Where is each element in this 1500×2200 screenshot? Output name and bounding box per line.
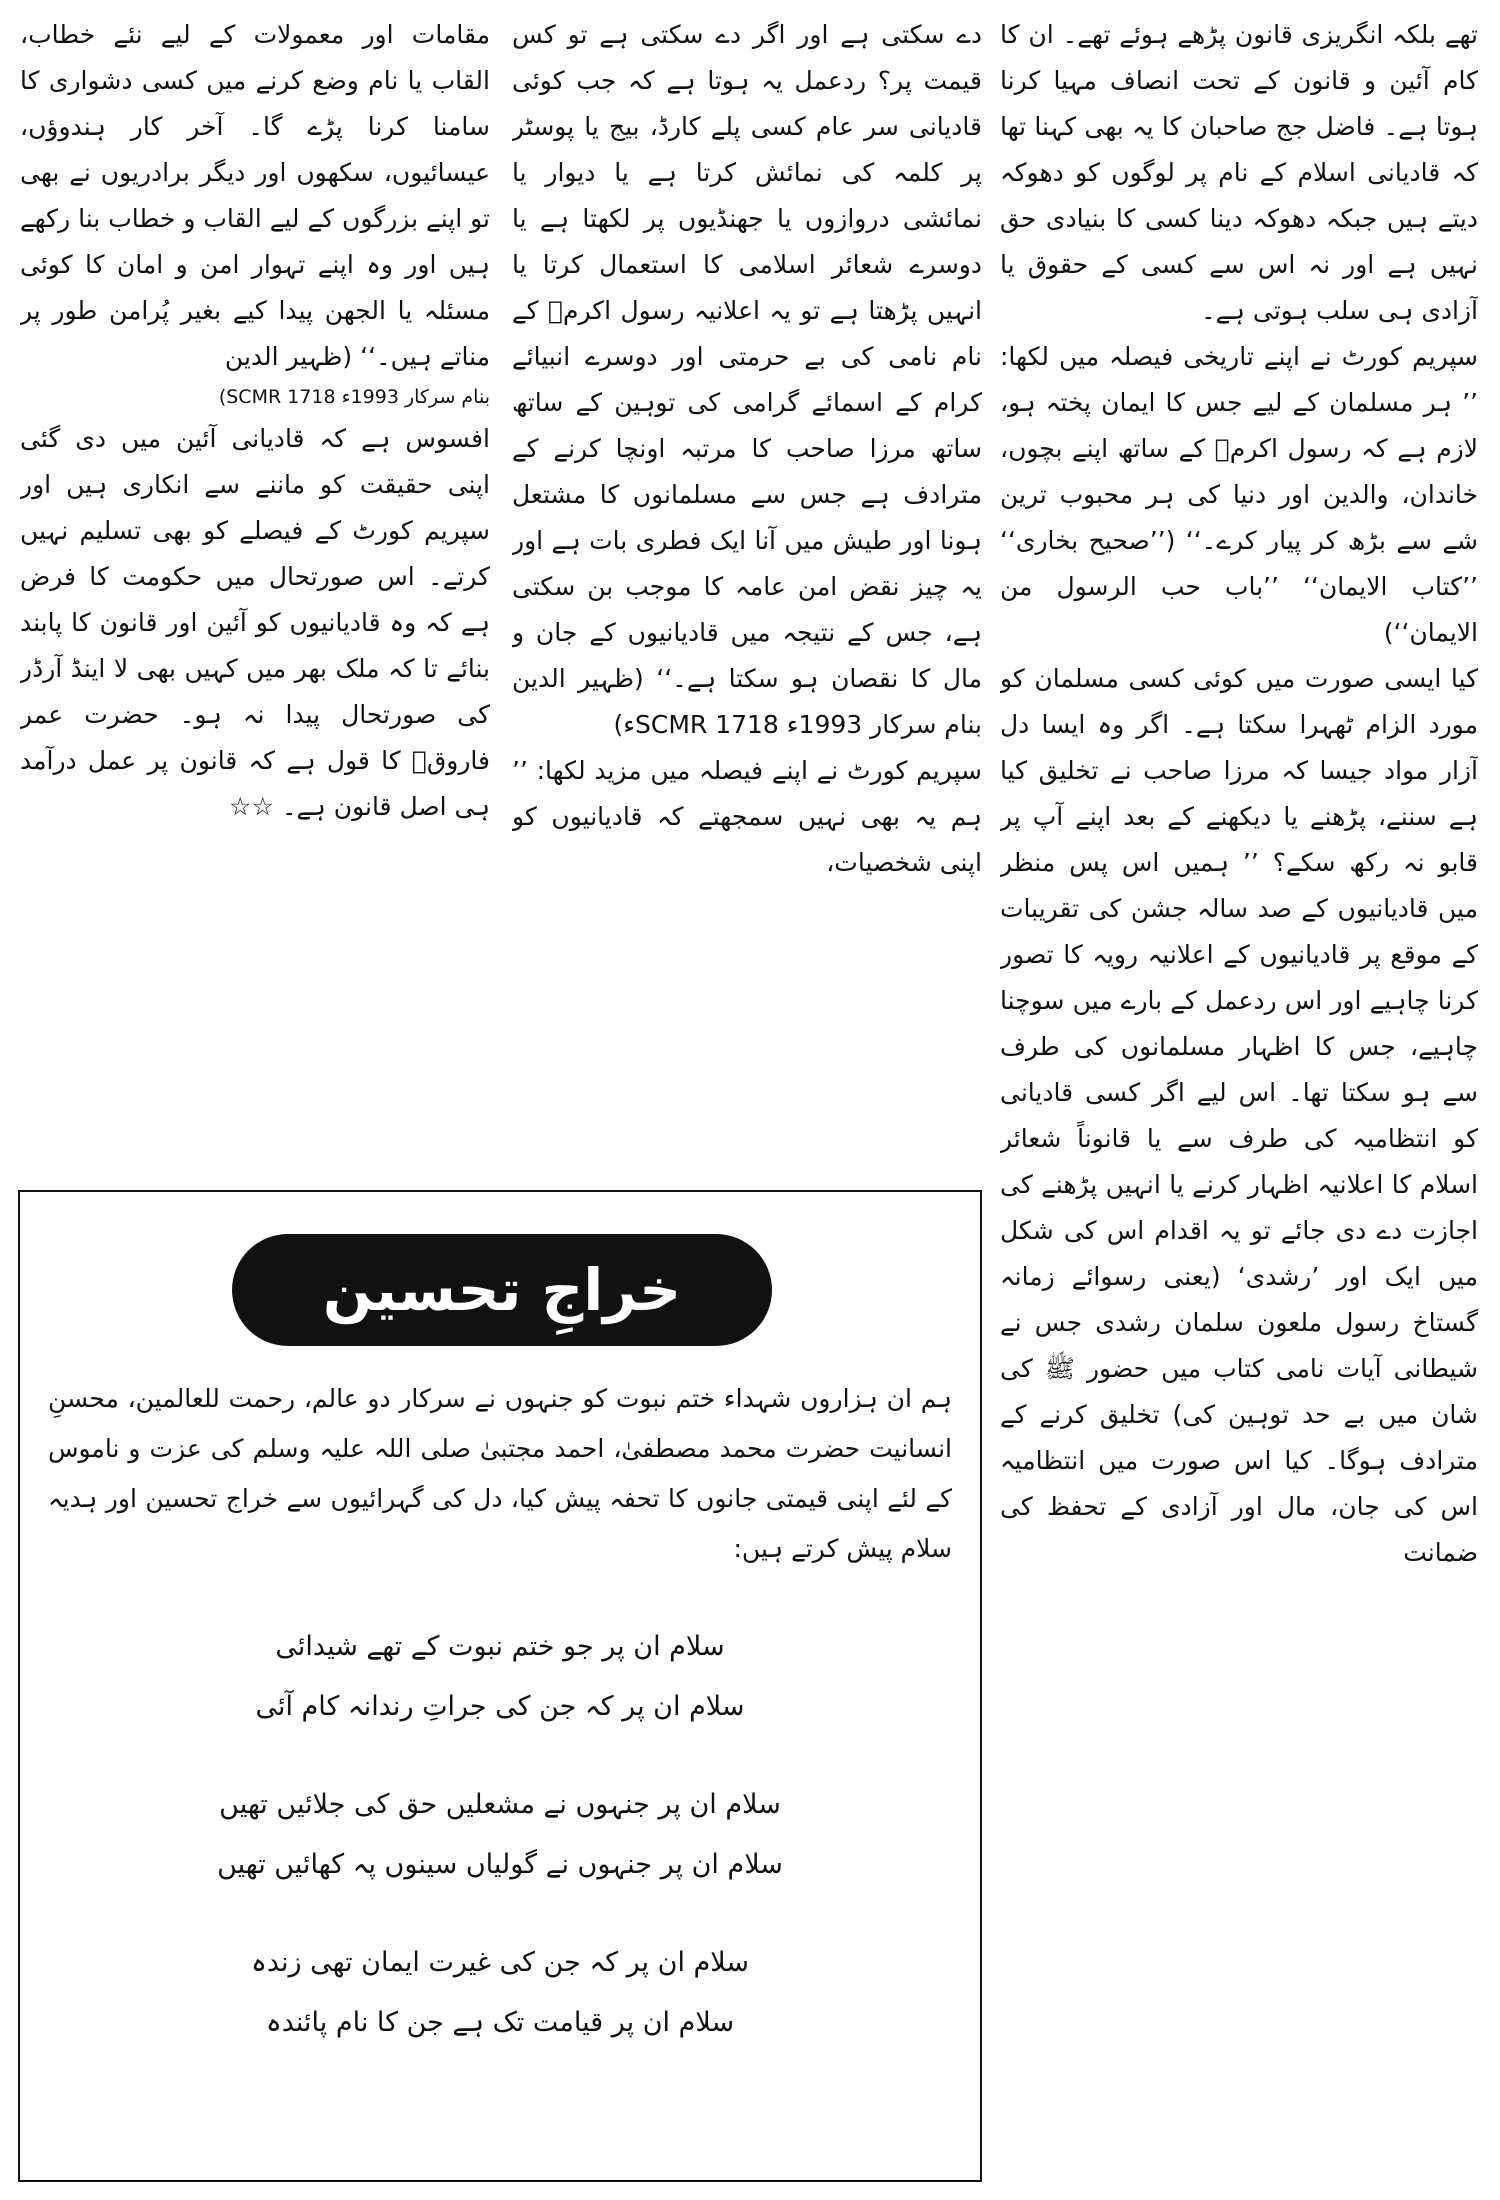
tribute-intro-text: ہم ان ہزاروں شہداء ختم نبوت کو جنہوں نے سرکار دو عالم، رحمت للعالمین، محسنِ انسانیت حضرت محمد مصطفیٰ، احمد مجتبیٰ صلی اللہ علیہ وسلم کی عزت و ناموس کے لئے اپنی قیمتی جانوں کا تحفہ پیش کیا، دل کی گہرائیوں سے خراج تحسین اور ہدیہ سلام پیش کرتے ہیں: bbox=[48, 1384, 952, 1563]
paragraph: دے سکتی ہے اور اگر دے سکتی ہے تو کس قیمت پر؟ ردعمل یہ ہوتا ہے کہ جب کوئی قادیانی سر عام کسی پلے کارڈ، بیج یا پوسٹر پر کلمہ کی نمائش کرتا ہے یا دیوار یا نمائشی دروازوں یا جھنڈیوں پر لکھتا ہے یا دوسرے شعائر اسلامی کا استعمال کرتا یا انہیں پڑھتا ہے تو یہ اعلانیہ رسول اکرمؐ کے نام نامی کی بے حرمتی اور دوسرے انبیائے کرام کے اسمائے گرامی کی توہین کے ساتھ ساتھ مرزا صاحب کا مرتبہ اونچا کرنے کے مترادف ہے جس سے مسلمانوں کا مشتعل ہونا اور طیش میں آنا ایک فطری بات ہے اور یہ چیز نقض امن عامہ کا موجب بن سکتی ہے، جس کے نتیجہ میں قادیانیوں کے جان و مال کا نقصان ہو سکتا ہے۔‘‘ (ظہیر الدین بنام سرکار 1993ء SCMR 1718ء) bbox=[512, 20, 982, 739]
poem-line: سلام ان پر کہ جن کی غیرت ایمان تھی زندہ bbox=[251, 1947, 749, 1978]
poem-line: سلام ان پر قیامت تک ہے جن کا نام پائندہ bbox=[265, 2007, 735, 2038]
paragraph: مقامات اور معمولات کے لیے نئے خطاب، القاب یا نام وضع کرنے میں کسی دشواری کا سامنا کرنا پڑے گا۔ آخر کار ہندوؤں، عیسائیوں، سکھوں اور دیگر برادریوں نے بھی تو اپنے بزرگوں کے لیے القاب و خطاب بنا رکھے ہیں اور وہ اپنے تہوار امن و امان کا کوئی مسئلہ یا الجھن پیدا کیے بغیر پُرامن طور پر مناتے ہیں۔‘‘ (ظہیر الدین bbox=[20, 20, 490, 371]
article-column-middle bbox=[512, 12, 982, 1177]
tribute-box bbox=[18, 1190, 982, 2182]
tribute-intro bbox=[48, 1374, 952, 1574]
stanza-gap bbox=[170, 1737, 830, 1775]
paragraph: سپریم کورٹ نے اپنے تاریخی فیصلہ میں لکھا: ’’ ہر مسلمان کے لیے جس کا ایمان پختہ ہو، لازم ہے کہ رسول اکرمؐ کے ساتھ اپنے بچوں، خاندان، والدین اور دنیا کی ہر محبوب ترین شے سے بڑھ کر پیار کرے۔‘‘ (’’صحیح بخاری‘‘ ’’کتاب الایمان‘‘ ’’باب حب الرسول من الایمان‘‘) bbox=[1000, 342, 1478, 647]
citation: بنام سرکار 1993ء 1718 SCMR) bbox=[218, 386, 490, 408]
poem-line: سلام ان پر جنہوں نے مشعلیں حق کی جلائیں تھیں bbox=[219, 1789, 781, 1820]
poem-line: سلام ان پر جنہوں نے گولیاں سینوں پہ کھائیں تھیں bbox=[217, 1849, 783, 1880]
paragraph: افسوس ہے کہ قادیانی آئین میں دی گئی اپنی حقیقت کو ماننے سے انکاری ہیں اور سپریم کورٹ کے فیصلے کو بھی تسلیم نہیں کرتے۔ اس صورتحال میں حکومت کا فرض ہے کہ وہ قادیانیوں کو آئین اور قانون کا پابند بنائے تا کہ ملک بھر میں کہیں بھی لا اینڈ آرڈر کی صورتحال پیدا نہ ہو۔ حضرت عمر فاروقؓ کا قول ہے کہ قانون پر عمل درآمد ہی اصل قانون ہے۔ ☆☆ bbox=[20, 424, 490, 821]
poem-line: سلام ان پر جو ختم نبوت کے تھے شیدائی bbox=[275, 1631, 725, 1662]
paragraph: سپریم کورٹ نے اپنے فیصلہ میں مزید لکھا: ’’ ہم یہ بھی نہیں سمجھتے کہ قادیانیوں کو اپنی شخصیات، bbox=[512, 756, 982, 877]
paragraph: کیا ایسی صورت میں کوئی کسی مسلمان کو مورد الزام ٹھہرا سکتا ہے۔ اگر وہ ایسا دل آزار مواد جیسا کہ مرزا صاحب نے تخلیق کیا ہے سننے، پڑھنے یا دیکھنے کے بعد اپنے آپ پر قابو نہ رکھ سکے؟ ’’ ہمیں اس پس منظر میں قادیانیوں کے صد سالہ جشن کی تقریبات کے موقع پر قادیانیوں کے اعلانیہ رویہ کا تصور کرنا چاہیے اور اس ردعمل کے بارے میں سوچنا چاہیے، جس کا اظہار مسلمانوں کی طرف سے ہو سکتا تھا۔ اس لیے اگر کسی قادیانی کو انتظامیہ کی طرف سے یا قانوناً شعائر اسلام کا اعلانیہ اظہار کرنے یا انہیں پڑھنے کی اجازت دے دی جائے تو یہ اقدام اس کی شکل میں ایک اور ’رشدی‘ (یعنی رسوائے زمانہ گستاخ رسول ملعون سلمان رشدی جس نے شیطانی آیات نامی کتاب میں حضور ﷺ کی شان میں بے حد توہین کی) تخلیق کرنے کے مترادف ہوگا۔ کیا اس صورت میں انتظامیہ اس کی جان، مال اور آزادی کے تحفظ کی ضمانت bbox=[1000, 664, 1478, 1567]
paragraph: تھے بلکہ انگریزی قانون پڑھے ہوئے تھے۔ ان کا کام آئین و قانون کے تحت انصاف مہیا کرنا ہوتا ہے۔ فاضل جج صاحبان کا یہ بھی کہنا تھا کہ قادیانی اسلام کے نام پر لوگوں کو دھوکہ دیتے ہیں جبکہ دھوکہ دینا کسی کا بنیادی حق نہیں ہے اور نہ اس سے کسی کے حقوق یا آزادی ہی سلب ہوتی ہے۔ bbox=[1000, 20, 1478, 325]
tribute-title: خراجِ تحسین bbox=[232, 1234, 772, 1346]
stanza-gap bbox=[170, 1895, 830, 1933]
article-column-left bbox=[20, 12, 490, 1177]
tribute-poem bbox=[170, 1617, 830, 2053]
article-column-right bbox=[1000, 12, 1478, 2188]
poem-line: سلام ان پر کہ جن کی جراتِ رندانہ کام آئی bbox=[255, 1691, 745, 1722]
